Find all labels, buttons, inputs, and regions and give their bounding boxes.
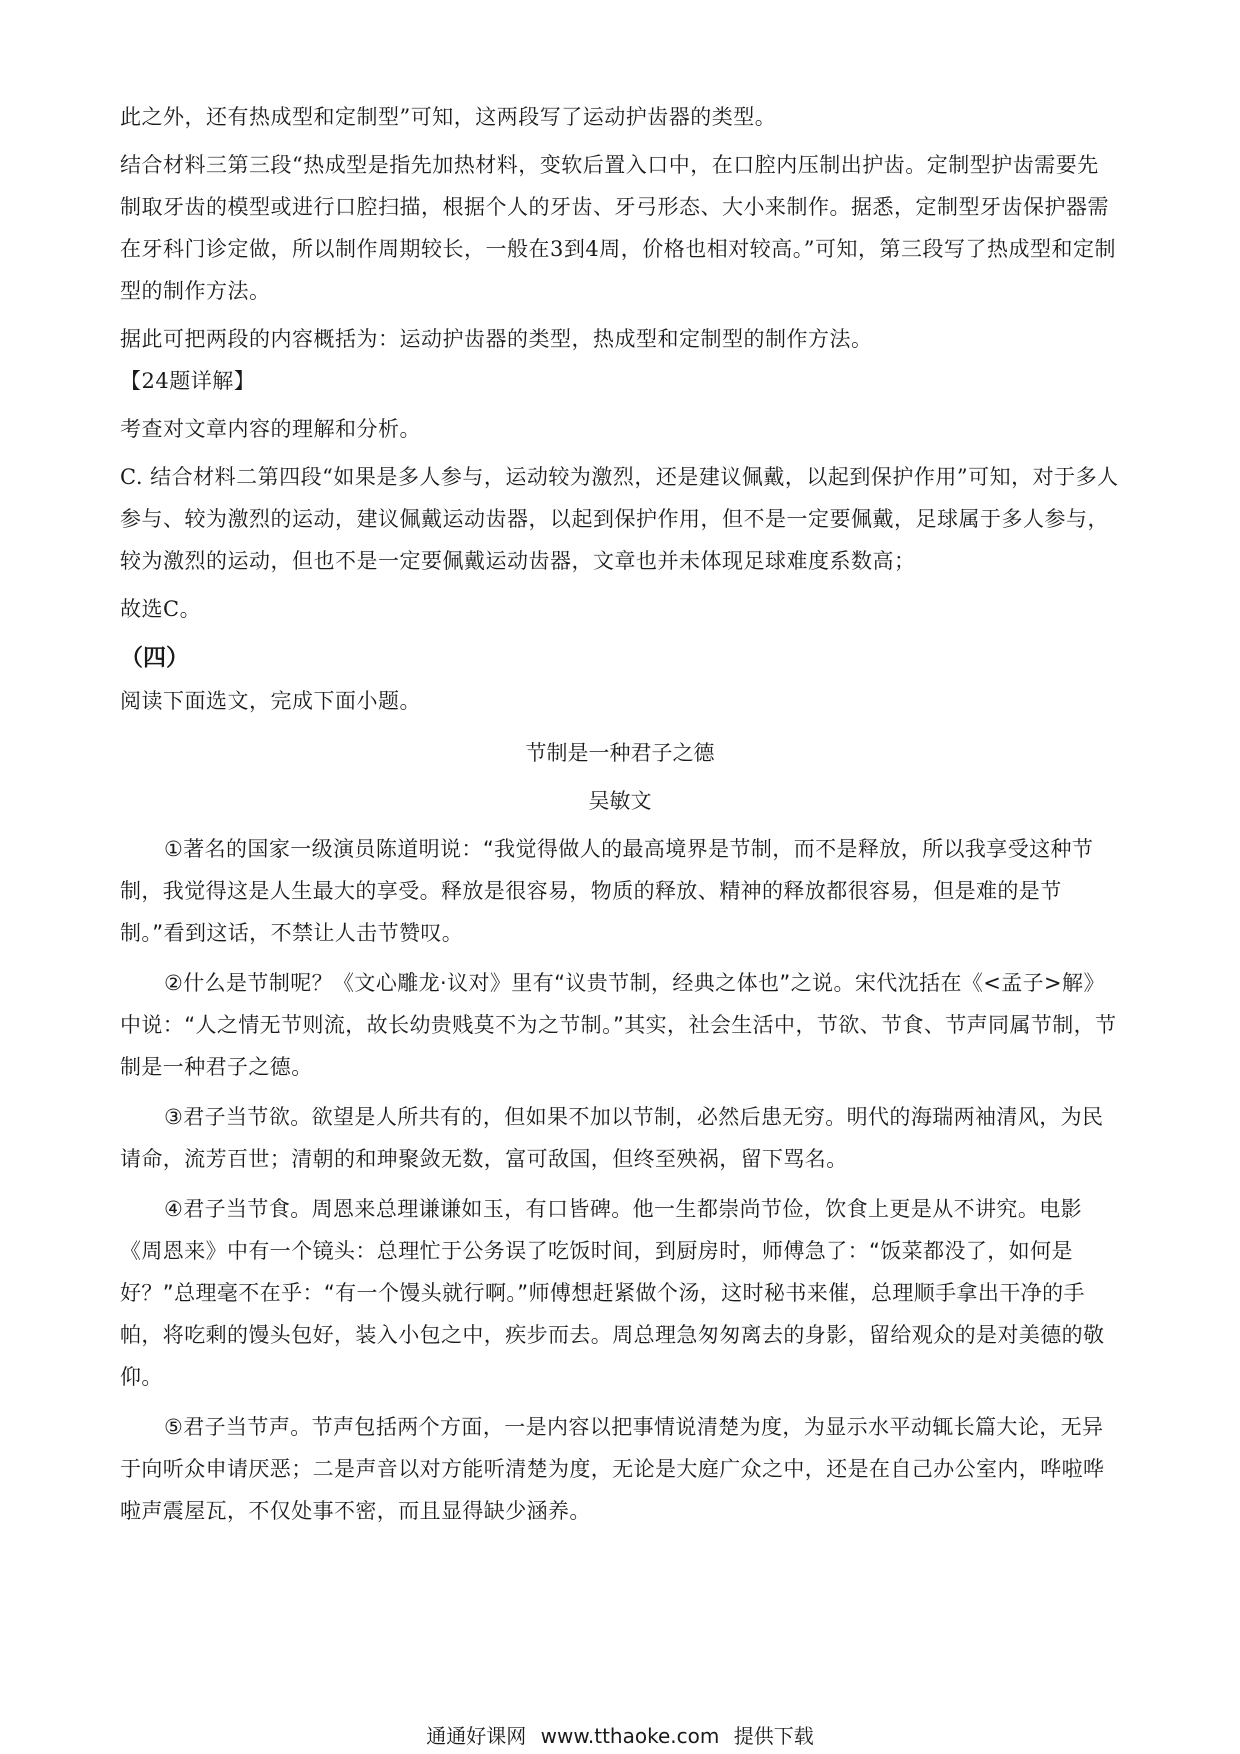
answer-paragraph: 此之外，还有热成型和定制型”可知，这两段写了运动护齿器的类型。 xyxy=(120,105,777,129)
essay-paragraph-3: ③君子当节欲。欲望是人所共有的，但如果不加以节制，必然后患无穷。明代的海瑞两袖清风，为民请命，流芳百世；清朝的和珅聚敛无数，富可敌国，但终至殃祸，留下骂名。 xyxy=(120,1105,1104,1171)
footer-suffix: 提供下载 xyxy=(733,1724,814,1748)
essay-paragraph-2: ②什么是节制呢？《文心雕龙·议对》里有“议贵节制，经典之体也”之说。宋代沈括在《<孟子>解》中说：“人之情无节则流，故长幼贵贱莫不为之节制。”其实，社会生活中，节欲、节食、节声同属节制，节制是一种君子之德。 xyxy=(120,971,1117,1079)
essay-paragraph-4: ④君子当节食。周恩来总理谦谦如玉，有口皆碑。他一生都崇尚节俭，饮食上更是从不讲究。电影《周恩来》中有一个镜头：总理忙于公务误了吃饭时间，到厨房时，师傅急了：“饭菜都没了，如何是好？”总理毫不在乎：“有一个馒头就行啊。”师傅想赶紧做个汤，这时秘书来催，总理顺手拿出干净的手帕，将吃剩的馒头包好，装入小包之中，疾步而去。周总理急匆匆离去的身影，留给观众的是对美德的敬仰。 xyxy=(120,1197,1105,1389)
answer-paragraph: 据此可把两段的内容概括为：运动护齿器的类型，热成型和定制型的制作方法。 xyxy=(120,327,873,351)
essay-title: 节制是一种君子之德 xyxy=(525,741,715,765)
answer-paragraph: 结合材料三第三段“热成型是指先加热材料，变软后置入口中，在口腔内压制出护齿。定制型护齿需要先制取牙齿的模型或进行口腔扫描，根据个人的牙齿、牙弓形态、大小来制作。据悉，定制型牙齿保护器需在牙科门诊定做，所以制作周期较长，一般在3到4周，价格也相对较高。”可知，第三段写了热成型和定制型的制作方法。 xyxy=(120,153,1116,303)
page-content xyxy=(120,96,1120,1540)
question-24-analysis: C. 结合材料二第四段“如果是多人参与，运动较为激烈，还是建议佩戴，以起到保护作用”可知，对于多人参与、较为激烈的运动，建议佩戴运动齿器，以起到保护作用，但不是一定要佩戴，足球属于多人参与，较为激烈的运动，但也不是一定要佩戴运动齿器，文章也并未体现足球难度系数高； xyxy=(120,465,1119,573)
question-24-heading: 【24题详解】 xyxy=(120,369,256,393)
section-heading: （四） xyxy=(120,644,189,671)
footer-url[interactable]: www.tthaoke.com xyxy=(540,1724,720,1748)
section-instruction: 阅读下面选文，完成下面小题。 xyxy=(120,689,421,713)
essay-author: 吴敏文 xyxy=(588,789,652,813)
footer-site-name: 通通好课网 xyxy=(426,1724,527,1748)
question-24-choice: 故选C。 xyxy=(120,597,202,621)
essay-paragraph-1: ①著名的国家一级演员陈道明说：“我觉得做人的最高境界是节制，而不是释放，所以我享受这种节制，我觉得这是人生最大的享受。释放是很容易，物质的释放、精神的释放都很容易，但是难的是节制。”看到这话，不禁让人击节赞叹。 xyxy=(120,837,1094,945)
question-24-intro: 考查对文章内容的理解和分析。 xyxy=(120,417,421,441)
essay-paragraph-5: ⑤君子当节声。节声包括两个方面，一是内容以把事情说清楚为度，为显示水平动辄长篇大论，无异于向听众申请厌恶；二是声音以对方能听清楚为度，无论是大庭广众之中，还是在自己办公室内，哗啦哗啦声震屋瓦，不仅处事不密，而且显得缺少涵养。 xyxy=(120,1415,1105,1523)
page-footer xyxy=(0,1722,1240,1750)
essay-body xyxy=(120,828,1120,1532)
answer-analysis xyxy=(120,96,1120,630)
